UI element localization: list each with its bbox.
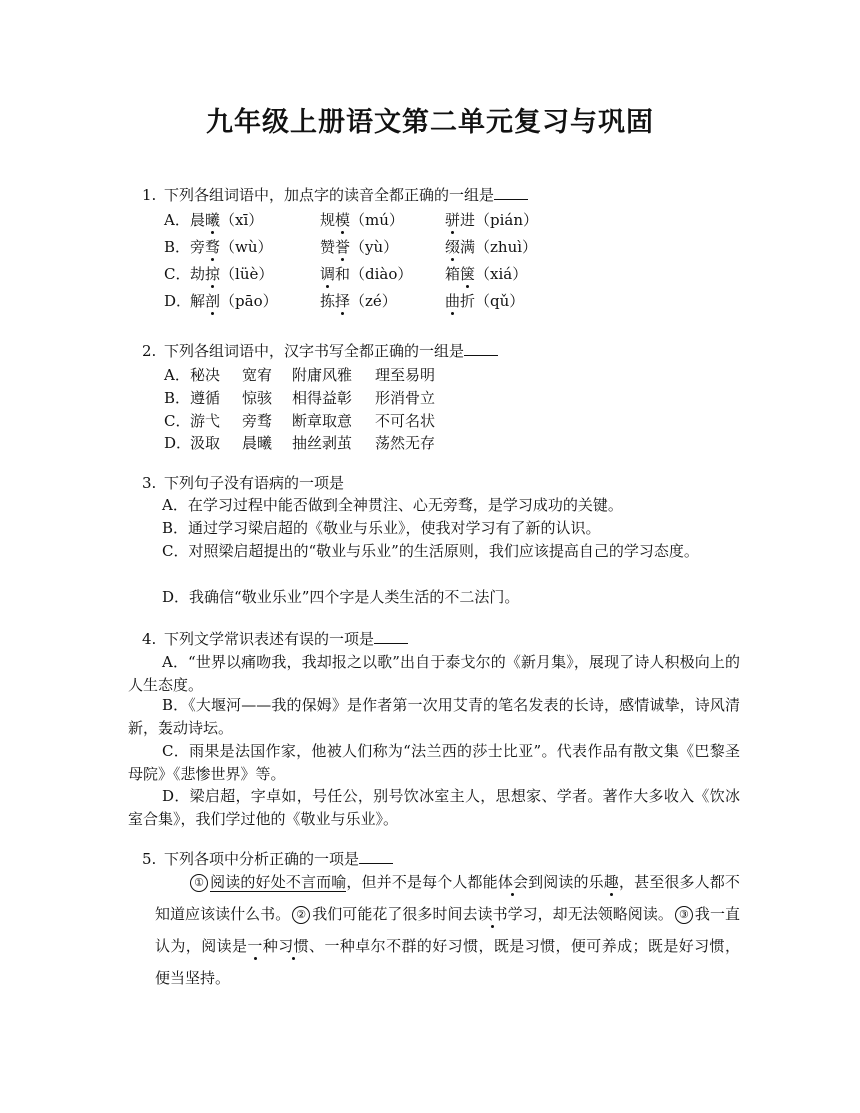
option-label: B． [164,389,191,407]
pinyin-item: 劫掠（lüè） [190,265,274,283]
dotted-word: 一 [247,937,263,955]
page-title: 九年级上册语文第二单元复习与巩固 [206,107,654,138]
answer-blank [494,185,528,200]
question-text: 下列各组词语中，加点字的读音全都正确的一组是 [164,186,495,204]
question-text: 下列句子没有语病的一项是 [164,474,345,492]
word: 遵循 [190,389,221,407]
question-2-option [164,410,436,431]
question-4-option-d: D．梁启超，字卓如，号任公，别号饮冰室主人，思想家、学者。著作大多收入《饮冰室合集》，我们学过他的《敬业与乐业》。 [128,787,740,828]
question-4-option-a: A．“世界以痛吻我，我却报之以歌”出自于泰戈尔的《新月集》，展现了诗人积极向上的人生态度。 [128,653,740,694]
dotted-char: 调 [320,265,336,283]
question-number: 3. [142,474,157,492]
dotted-word: 趣 [603,873,619,891]
question-2-stem [142,340,498,361]
pinyin-item: 曲折（qǔ） [445,292,525,310]
underlined-phrase: 阅读的好处不言而喻 [210,873,347,891]
option-label: B． [164,238,191,256]
question-number: 4. [142,630,157,648]
word: 汲取 [190,434,221,452]
pinyin-item: 拣择（zé） [320,292,397,310]
option-label: C． [164,265,191,283]
word: 荡然无存 [375,434,436,452]
word: 旁骛 [242,412,273,430]
dotted-word: 读书 [477,905,508,923]
dotted-char: 誉 [335,238,351,256]
dotted-char: 骛 [205,238,221,256]
question-4-option-c: C．雨果是法国作家，他被人们称为“法兰西的莎士比亚”。代表作品有散文集《巴黎圣母院》《悲惨世界》等。 [128,742,740,783]
pinyin-item: 晨曦（xī） [190,211,264,229]
word: 断章取意 [292,412,353,430]
word: 晨曦 [242,434,273,452]
word: 秘决 [190,366,221,384]
question-3-option-c: C．对照梁启超提出的“敬业与乐业”的生活原则，我们应该提高自己的学习态度。 [162,542,699,560]
question-3-option-a: A．在学习过程中能否做到全神贯注、心无旁骛，是学习成功的关键。 [162,496,623,514]
pinyin-item: 赞誉（yù） [320,238,399,256]
question-1-option [164,209,539,230]
question-4-stem [142,628,408,649]
dotted-char: 曦 [205,211,221,229]
word: 附庸风雅 [292,366,353,384]
question-3-option-d: D．我确信“敬业乐业”四个字是人类生活的不二法门。 [162,588,520,606]
option-label: A． [164,211,190,229]
question-1-stem [142,184,528,205]
sentence-marker-2: ② [292,906,310,924]
word: 形消骨立 [375,389,436,407]
question-1-option [164,290,525,311]
question-number: 2. [142,342,157,360]
question-1-option [164,236,538,257]
answer-blank [374,629,408,644]
question-text: 下列文学常识表述有误的一项是 [164,630,375,648]
question-4-option-b: B．《大堰河——我的保姆》是作者第一次用艾青的笔名发表的长诗，感情诚挚，诗风清新，轰动诗坛。 [128,696,740,737]
answer-blank [464,341,498,356]
question-3-stem [142,472,344,493]
dotted-char: 曲 [445,292,461,310]
dotted-char: 择 [335,292,351,310]
pinyin-item: 旁骛（wù） [190,238,273,256]
pinyin-item: 解剖（pāo） [190,292,278,310]
dotted-char: 模 [335,211,351,229]
answer-blank [359,849,393,864]
word: 游弋 [190,412,221,430]
dotted-char: 掠 [205,265,221,283]
question-3-option-b: B．通过学习梁启超的《敬业与乐业》，使我对学习有了新的认识。 [162,519,601,537]
word: 相得益彰 [292,389,353,407]
pinyin-item: 规模（mú） [320,211,404,229]
dotted-word: 习惯 [278,937,310,955]
question-2-option [164,364,436,385]
question-2-option [164,387,436,408]
dotted-char: 缀 [445,238,461,256]
pinyin-item: 骈进（pián） [445,211,539,229]
word: 抽丝剥茧 [292,434,353,452]
question-text: 下列各项中分析正确的一项是 [164,850,360,868]
word: 理至易明 [375,366,436,384]
option-label: A． [164,366,190,384]
sentence-marker-1: ① [190,874,208,892]
dotted-char: 骈 [445,211,461,229]
pinyin-item: 缀满（zhuì） [445,238,538,256]
question-number: 5. [142,850,157,868]
question-text: 下列各组词语中，汉字书写全都正确的一组是 [164,342,465,360]
option-label: C． [164,412,191,430]
question-2-option [164,432,436,453]
dotted-char: 箧 [460,265,476,283]
word: 不可名状 [375,412,436,430]
word: 惊骇 [242,389,273,407]
question-number: 1. [142,186,157,204]
sentence-marker-3: ③ [675,906,693,924]
question-1-option [164,263,528,284]
word: 宽宥 [242,366,273,384]
option-label: D． [164,434,192,452]
pinyin-item: 调和（diào） [320,265,413,283]
pinyin-item: 箱箧（xiá） [445,265,528,283]
dotted-word: 体会 [497,873,529,891]
question-5-passage: ① 阅读的好处不言而喻，但并不是每个人都能体会到阅读的乐趣，甚至很多人都不知道应该读什么书。 ② 我们可能花了很多时间去读书学习，却无法领略阅读。 ③ 我一直认为，阅读是一种习惯、一种卓尔不群的好习惯，既是习惯，便可养成；既是好习惯，便当坚持。 [155,873,740,987]
dotted-char: 剖 [205,292,221,310]
option-label: D． [164,292,192,310]
